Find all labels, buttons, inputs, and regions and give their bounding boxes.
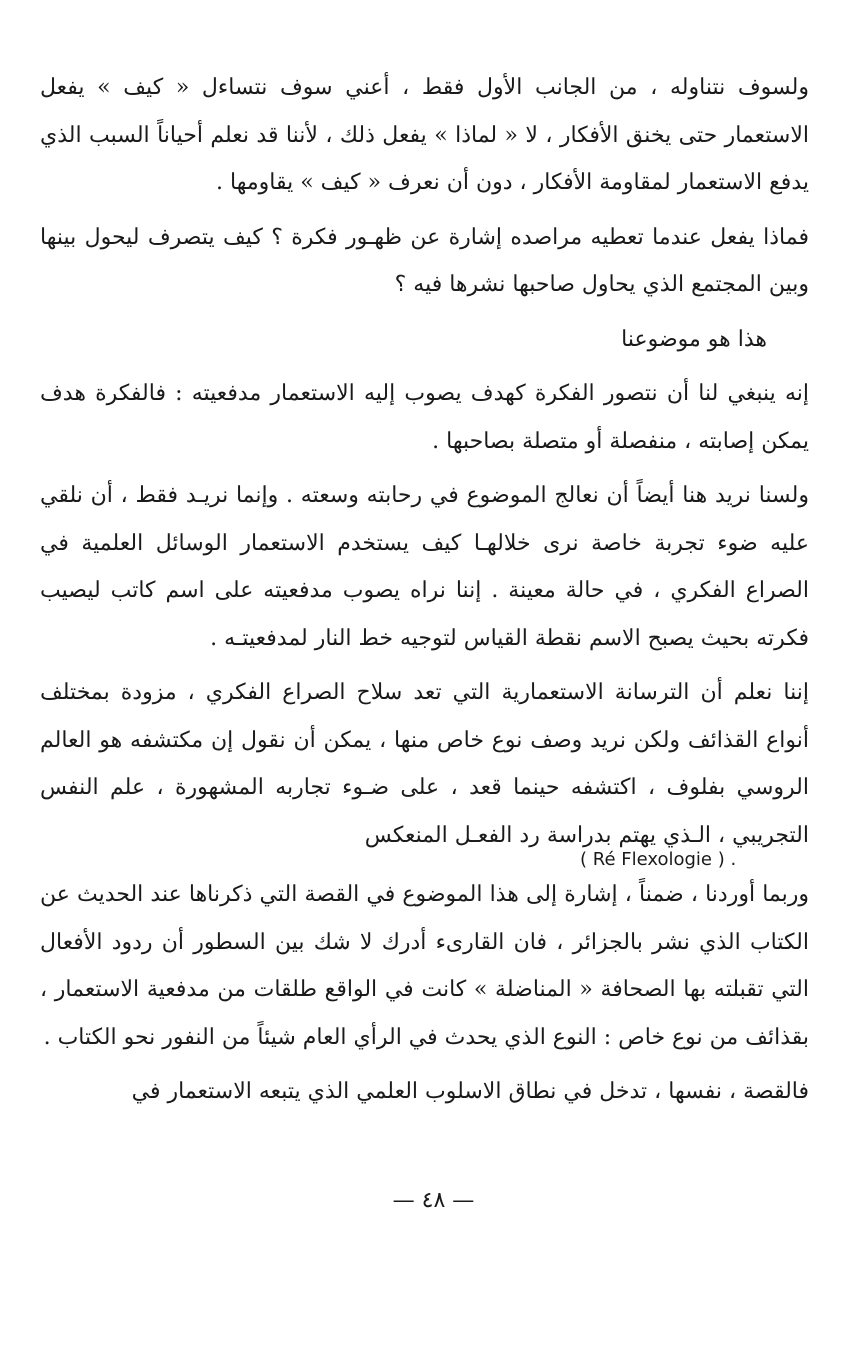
paragraph-7: وربما أوردنا ، ضمناً ، إشارة إلى هذا الموضوع في القصة التي ذكرناها عند الحديث عن الكتاب الذي نشر بالجزائر ، فان القارىء أدرك لا شك بين السطور أن ردود الأفعال التي تقبلته بها الصحافة « المناضلة » كانت في الواقع طلقات من مدفعية الاستعمار ، بقذائف من نوع خاص : النوع الذي يحدث في الرأي العام شيئاً من النفور نحو الكتاب . [40, 882, 809, 1050]
body-text [40, 64, 809, 1116]
paragraph-1: ولسوف نتناوله ، من الجانب الأول فقط ، أعني سوف نتساءل « كيف » يفعل الاستعمار حتى يخنق الأفكار ، لا « لماذا » يفعل ذلك ، لأننا قد نعلم أحياناً السبب الذي يدفع الاستعمار لمقاومة الأفكار ، دون أن نعرف « كيف » يقاومها . [40, 75, 809, 195]
page-number: — ٤٨ — [392, 1188, 475, 1213]
paragraph-6: إننا نعلم أن الترسانة الاستعمارية التي تعد سلاح الصراع الفكري ، مزودة بمختلف أنواع القذائف ولكن نريد وصف نوع خاص منها ، يمكن أن نقول إن مكتشفه هو العالم الروسي بفلوف ، اكتشفه حينما قعد ، على ضـوء تجاربه المشهورة ، علم النفس التجريبي ، الـذي يهتم بدراسة رد الفعـل المنعكس [40, 680, 809, 848]
paragraph-2: فماذا يفعل عندما تعطيه مراصده إشارة عن ظهـور فكرة ؟ كيف يتصرف ليحول بينها وبين المجتمع الذي يحاول صاحبها نشرها فيه ؟ [40, 224, 810, 297]
paragraph-topic-line: هذا هو موضوعنا [621, 326, 767, 352]
latin-term: ( Ré Flexologie ) . [580, 849, 737, 870]
paragraph-4: إنه ينبغي لنا أن نتصور الفكرة كهدف يصوب إليه الاستعمار مدفعيته : فالفكرة هدف يمكن إصابته ، منفصلة أو متصلة بصاحبها . [40, 381, 809, 454]
paragraph-5: ولسنا نريد هنا أيضاً أن نعالج الموضوع في رحابته وسعته . وإنما نريـد فقط ، أن نلقي عليه ضوء تجربة خاصة نرى خلالهـا كيف يستخدم الاستعمار الوسائل العلمية في الصراع الفكري ، في حالة معينة . إننا نراه يصوب مدفعيته على اسم كاتب ليصيب فكرته بحيث يصبح الاسم نقطة القياس لتوجيه خط النار لمدفعيتـه . [40, 483, 809, 651]
paragraph-8: فالقصة ، نفسها ، تدخل في نطاق الاسلوب العلمي الذي يتبعه الاستعمار في [131, 1079, 809, 1104]
